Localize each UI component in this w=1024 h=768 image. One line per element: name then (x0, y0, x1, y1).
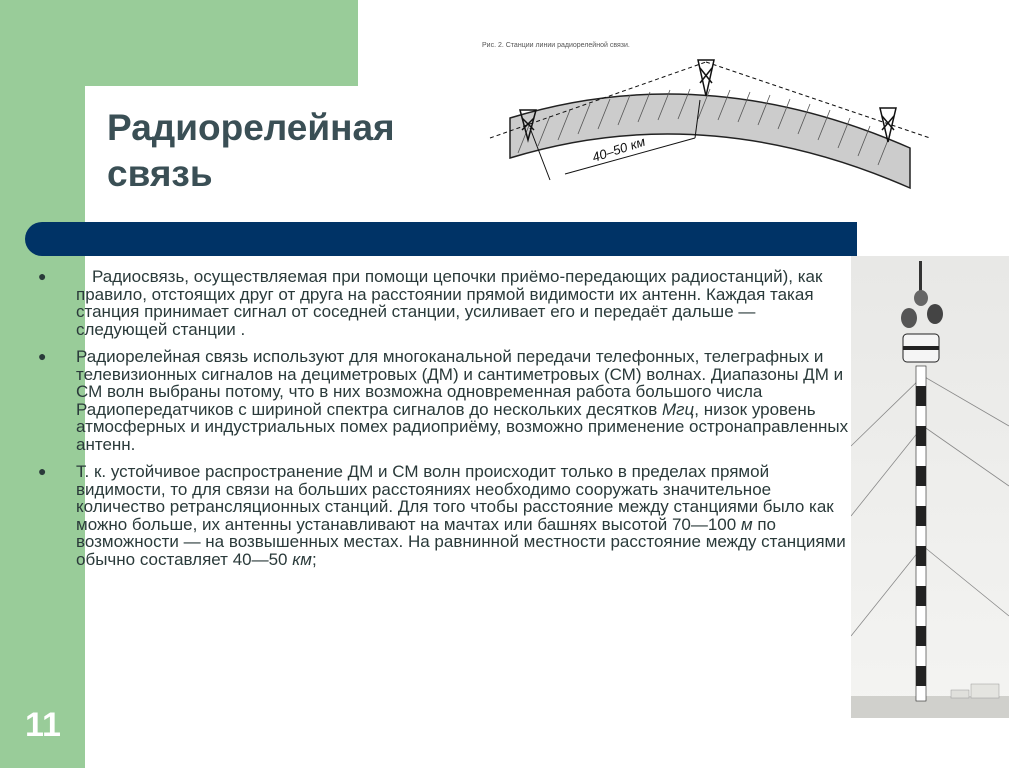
mast-photo (851, 256, 1009, 718)
bullet-marker: ● (38, 463, 47, 479)
diagram-caption: Рис. 2. Станции линии радиорелейной связи. (482, 42, 630, 49)
body-content (38, 268, 850, 613)
list-item (38, 463, 850, 568)
bullet-text: по возможности — на возвышенных местах. На равнинной местности расстояние между станциями обычно составляет 40—50 (76, 514, 846, 569)
slide-title (107, 105, 395, 197)
list-item (38, 348, 850, 453)
bullet-text: Т. к. устойчивое распространение ДМ и СМ волн происходит только в пределах прямой видимости, то для связи на больших расстояниях необходимо сооружать значительное количество ретрансляционных станций. Для того чтобы расстояние между станциями было как можно больше, их антенны устанавливают на мачтах или башнях высотой 70—100 (76, 462, 834, 534)
bullet-marker: ● (38, 268, 47, 284)
bullet-text: Радиосвязь, осуществляемая при помощи цепочки приёмо-передающих радиостанций), как правило, отстоящих друг от друга на расстоянии прямой видимости их антенн. Каждая такая станция принимает сигнал от соседней станции, усиливает его и передаёт дальше — следующей станции . (76, 268, 823, 339)
unit-text: Мгц (662, 399, 695, 419)
bullet-list (38, 268, 850, 568)
slide-number: 11 (25, 706, 61, 744)
title-bar (25, 222, 857, 256)
slide-title-line1: Радиорелейная (107, 107, 395, 148)
unit-text: м (740, 514, 753, 534)
list-item (38, 268, 850, 338)
bullet-text: , низок уровень атмосферных и индустриальных помех радиоприёму, возможно применение остронаправленных антенн. (76, 399, 849, 454)
bullet-text: Радиорелейная связь используют для многоканальной передачи телефонных, телеграфных и телевизионных сигналов на дециметровых (ДМ) и сантиметровых (СМ) волнах. Диапазоны ДМ и СМ волн выбраны потому, что в них возможна одновременная работа большого числа Радиопередатчиков с шириной спектра сигналов до нескольких десятков (76, 347, 844, 419)
slide-title-line2: связь (107, 153, 213, 194)
relay-diagram (470, 38, 930, 198)
tower-center-icon (698, 60, 714, 96)
bullet-text: ; (311, 549, 317, 569)
unit-text: км (292, 549, 312, 569)
distance-label: 40–50 км (590, 133, 648, 165)
bullet-marker: ● (38, 348, 47, 364)
